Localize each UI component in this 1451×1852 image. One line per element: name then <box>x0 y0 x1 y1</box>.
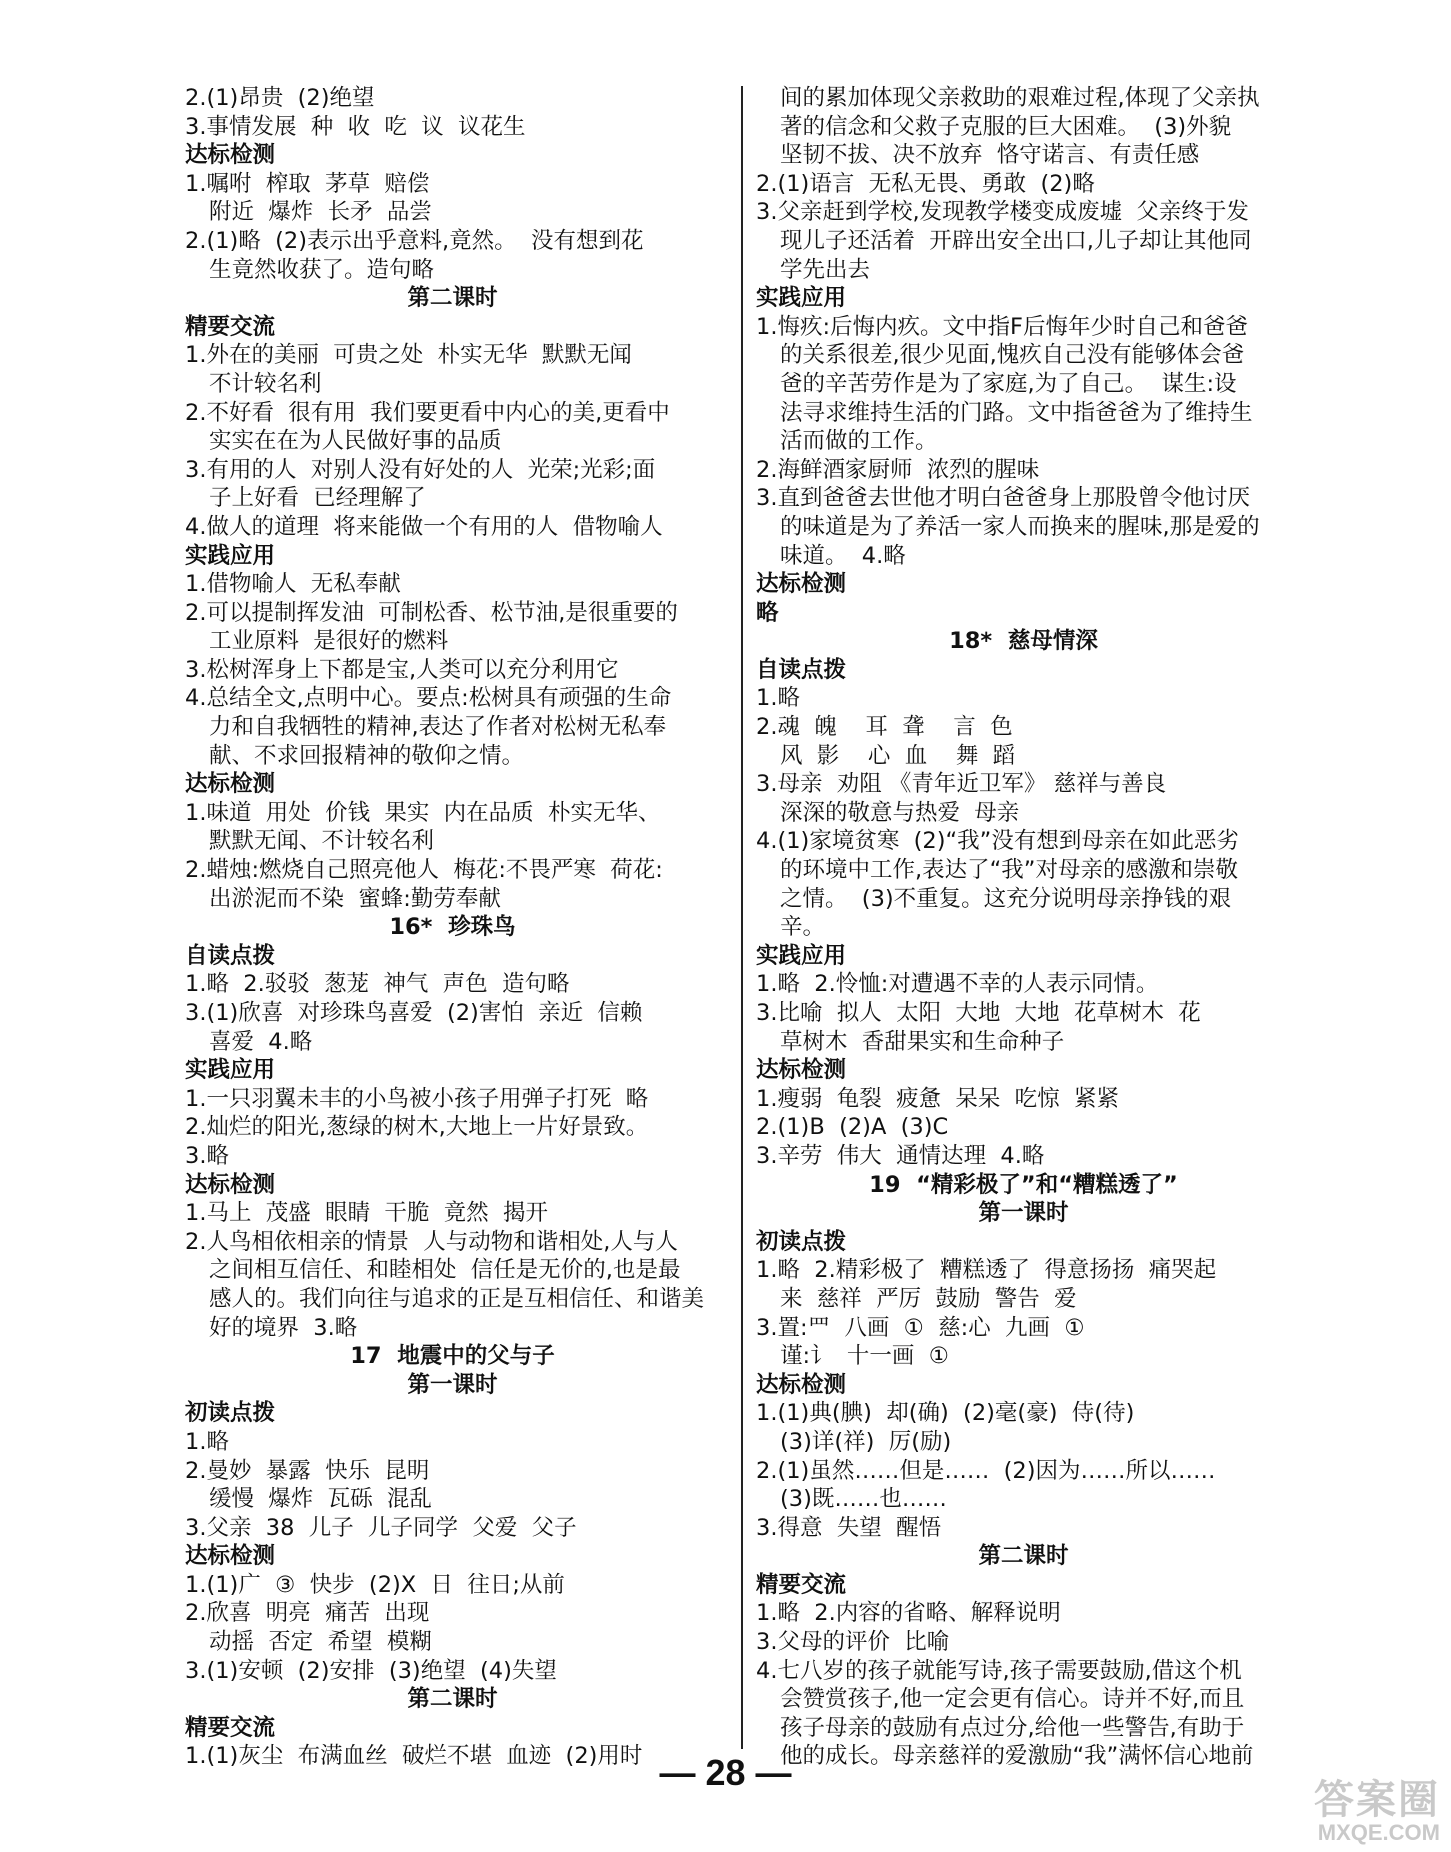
section-heading: 精要交流 <box>185 313 276 340</box>
answer-line: 3.父亲赶到学校,发现教学楼变成废墟 父亲终于发 <box>756 199 1249 226</box>
answer-line-continued: 坚韧不拔、决不放弃 恪守诺言、有责任感 <box>780 142 1200 169</box>
answer-line: 3.直到爸爸去世他才明白爸爸身上那股曾令他讨厌 <box>756 485 1250 512</box>
answer-line-continued: 活而做的工作。 <box>780 428 938 455</box>
answer-line: 3.辛劳 伟大 通情达理 4.略 <box>756 1142 1045 1169</box>
answer-line: 1.略 <box>185 1428 229 1455</box>
answer-line: 1.一只羽翼未丰的小鸟被小孩子用弹子打死 略 <box>185 1085 649 1112</box>
answer-line-continued: 深深的敬意与热爱 母亲 <box>780 799 1020 826</box>
section-heading: 实践应用 <box>756 942 847 969</box>
answer-line: 1.略 <box>756 685 800 712</box>
answer-line-continued: 喜爱 4.略 <box>209 1028 313 1055</box>
answer-line: 3.父母的评价 比喻 <box>756 1629 950 1656</box>
section-heading: 初读点拨 <box>185 1400 276 1427</box>
answer-line: 4.做人的道理 将来能做一个有用的人 借物喻人 <box>185 513 663 540</box>
answer-line: 1.略 2.怜恤:对遭遇不幸的人表示同情。 <box>756 971 1159 998</box>
answer-line: 2.海鲜酒家厨师 浓烈的腥味 <box>756 456 1040 483</box>
page-number: — 28 — <box>659 1752 792 1793</box>
section-heading: 达标检测 <box>756 1371 847 1398</box>
section-heading: 精要交流 <box>756 1571 847 1598</box>
section-heading: 实践应用 <box>185 542 276 569</box>
section-heading: 达标检测 <box>185 1171 276 1198</box>
section-heading: 自读点拨 <box>185 942 276 969</box>
answer-line-continued: 出淤泥而不染 蜜蜂:勤劳奉献 <box>209 885 501 912</box>
answer-line: 4.七八岁的孩子就能写诗,孩子需要鼓励,借这个机 <box>756 1657 1242 1684</box>
answer-line: 3.有用的人 对别人没有好处的人 光荣;光彩;面 <box>185 456 656 483</box>
answer-line: 3.得意 失望 醒悟 <box>756 1514 942 1541</box>
answer-line: 2.曼妙 暴露 快乐 昆明 <box>185 1457 430 1484</box>
section-heading: 达标检测 <box>756 1057 847 1084</box>
answer-line-continued: 来 慈祥 严厉 鼓励 警告 爱 <box>780 1285 1077 1312</box>
lesson-title: 第二课时 <box>407 285 498 312</box>
answer-line: 2.可以提制挥发油 可制松香、松节油,是很重要的 <box>185 599 678 626</box>
lesson-title: 18* 慈母情深 <box>949 628 1098 655</box>
answer-line-continued: 著的信念和父救子克服的巨大困难。 (3)外貌 <box>780 113 1232 140</box>
answer-line-continued: 之情。 (3)不重复。这充分说明母亲挣钱的艰 <box>780 885 1232 912</box>
answer-line: 2.人鸟相依相亲的情景 人与动物和谐相处,人与人 <box>185 1228 678 1255</box>
answer-line: 3.略 <box>185 1142 229 1169</box>
answer-line: 1.味道 用处 价钱 果实 内在品质 朴实无华、 <box>185 799 661 826</box>
answer-line: 2.蜡烛:燃烧自己照亮他人 梅花:不畏严寒 荷花: <box>185 857 663 884</box>
answer-line: 2.(1)B (2)A (3)C <box>756 1114 949 1141</box>
answer-line-continued: 的味道是为了养活一家人而换来的腥味,那是爱的 <box>780 513 1260 540</box>
section-heading: 精要交流 <box>185 1714 276 1741</box>
answer-line: 1.外在的美丽 可贵之处 朴实无华 默默无闻 <box>185 342 632 369</box>
answer-line-continued: 附近 爆炸 长矛 品尝 <box>209 199 432 226</box>
answer-line-continued: (3)详(祥) 厉(励) <box>780 1428 952 1455</box>
answer-line-continued: 动摇 否定 希望 模糊 <box>209 1629 432 1656</box>
lesson-title: 第二课时 <box>978 1543 1069 1570</box>
lesson-title: 16* 珍珠鸟 <box>389 914 516 941</box>
answer-line: 2.灿烂的阳光,葱绿的树木,大地上一片好景致。 <box>185 1114 649 1141</box>
section-heading: 自读点拨 <box>756 656 847 683</box>
answer-line: 3.松树浑身上下都是宝,人类可以充分利用它 <box>185 656 619 683</box>
lesson-title: 19 “精彩极了”和“糟糕透了” <box>869 1171 1178 1198</box>
answer-line-continued: (3)既……也…… <box>780 1486 947 1513</box>
answer-line-continued: 好的境界 3.略 <box>209 1314 358 1341</box>
watermark-url: MXQE.COM <box>1317 1820 1440 1845</box>
answer-line: 1.马上 茂盛 眼睛 干脆 竟然 揭开 <box>185 1200 548 1227</box>
lesson-title: 第一课时 <box>978 1200 1069 1227</box>
answer-line: 3.(1)安顿 (2)安排 (3)绝望 (4)失望 <box>185 1657 557 1684</box>
section-heading: 略 <box>756 599 779 626</box>
answer-line: 2.(1)昂贵 (2)绝望 <box>185 85 375 111</box>
answer-line-continued: 的环境中工作,表达了“我”对母亲的感激和崇敬 <box>780 857 1238 884</box>
answer-line: 3.比喻 拟人 太阳 大地 大地 花草树木 花 <box>756 1000 1201 1026</box>
answer-line: 4.(1)家境贫寒 (2)“我”没有想到母亲在如此恶劣 <box>756 828 1239 855</box>
answer-line: 3.母亲 劝阻 《青年近卫军》 慈祥与善良 <box>756 771 1167 798</box>
answer-line: 2.魂 魄 耳 聋 言 色 <box>756 714 1013 741</box>
answer-line-continued: 草树木 香甜果实和生命种子 <box>780 1028 1065 1055</box>
right-column <box>756 84 1291 1771</box>
section-heading: 实践应用 <box>185 1057 276 1084</box>
answer-line: 1.略 2.驳驳 葱茏 神气 声色 造句略 <box>185 971 570 998</box>
answer-line: 2.(1)语言 无私无畏、勇敢 (2)略 <box>756 170 1095 197</box>
watermark-logo: 答案圈 <box>1314 1778 1440 1822</box>
answer-line-continued: 爸的辛苦劳作是为了家庭,为了自己。 谋生:设 <box>780 370 1237 397</box>
answer-line: 2.(1)略 (2)表示出乎意料,竟然。 没有想到花 <box>185 227 644 254</box>
answer-line-continued: 孩子母亲的鼓励有点过分,给他一些警告,有助于 <box>780 1714 1245 1741</box>
lesson-title: 17 地震中的父与子 <box>350 1343 555 1370</box>
section-heading: 达标检测 <box>756 571 847 598</box>
column-divider <box>741 86 743 1749</box>
answer-line-continued: 感人的。我们向往与追求的正是互相信任、和谐美 <box>209 1285 705 1312</box>
section-heading: 实践应用 <box>756 285 847 312</box>
answer-line-continued: 谨:讠 十一画 ① <box>780 1343 949 1370</box>
answer-line-continued: 默默无闻、不计较名利 <box>209 828 435 855</box>
section-heading: 达标检测 <box>185 1543 276 1570</box>
answer-line-continued: 风 影 心 血 舞 蹈 <box>780 742 1016 769</box>
answer-line-continued: 力和自我牺牲的精神,表达了作者对松树无私奉 <box>209 714 667 741</box>
answer-line: 1.借物喻人 无私奉献 <box>185 571 401 598</box>
lesson-title: 第一课时 <box>407 1371 498 1398</box>
left-column <box>185 84 720 1771</box>
answer-line-continued: 间的累加体现父亲救助的艰难过程,体现了父亲执 <box>780 85 1260 111</box>
answer-line: 1.(1)典(腆) 却(确) (2)毫(豪) 侍(待) <box>756 1400 1135 1427</box>
answer-line-continued: 的关系很差,很少见面,愧疚自己没有能够体会爸 <box>780 342 1245 369</box>
answer-line: 4.总结全文,点明中心。要点:松树具有顽强的生命 <box>185 685 672 712</box>
answer-line-continued: 辛。 <box>780 914 826 941</box>
answer-line: 1.嘱咐 榨取 茅草 赔偿 <box>185 170 430 197</box>
answer-line-continued: 学先出去 <box>780 256 871 283</box>
answer-line: 3.置:罒 八画 ① 慈:心 九画 ① <box>756 1314 1085 1341</box>
section-heading: 达标检测 <box>185 771 276 798</box>
answer-line: 1.(1)广 ③ 快步 (2)X 日 往日;从前 <box>185 1571 565 1598</box>
answer-line-continued: 之间相互信任、和睦相处 信任是无价的,也是最 <box>209 1257 681 1284</box>
answer-line: 3.(1)欣喜 对珍珠鸟喜爱 (2)害怕 亲近 信赖 <box>185 1000 643 1026</box>
watermark <box>1250 1778 1440 1844</box>
answer-line-continued: 现儿子还活着 开辟出安全出口,儿子却让其他同 <box>780 227 1252 254</box>
lesson-title: 第二课时 <box>407 1686 498 1713</box>
answer-line: 1.略 2.内容的省略、解释说明 <box>756 1600 1061 1627</box>
answer-line: 1.瘦弱 龟裂 疲惫 呆呆 吃惊 紧紧 <box>756 1085 1119 1112</box>
answer-line-continued: 生竟然收获了。造句略 <box>209 256 435 283</box>
answer-line-continued: 子上好看 已经理解了 <box>209 485 426 512</box>
answer-line: 1.(1)灰尘 布满血丝 破烂不堪 血迹 (2)用时 <box>185 1743 643 1770</box>
answer-line-continued: 缓慢 爆炸 瓦砾 混乱 <box>209 1486 432 1513</box>
answer-line: 1.略 2.精彩极了 糟糕透了 得意扬扬 痛哭起 <box>756 1257 1217 1284</box>
answer-line-continued: 献、不求回报精神的敬仰之情。 <box>209 742 525 769</box>
answer-line-continued: 法寻求维持生活的门路。文中指爸爸为了维持生 <box>780 399 1253 426</box>
section-heading: 达标检测 <box>185 142 276 169</box>
answer-line-continued: 会赞赏孩子,他一定会更有信心。诗并不好,而且 <box>780 1686 1245 1713</box>
answer-line-continued: 不计较名利 <box>209 370 322 397</box>
answer-line-continued: 工业原料 是很好的燃料 <box>209 628 449 655</box>
section-heading: 初读点拨 <box>756 1228 847 1255</box>
answer-line: 2.欣喜 明亮 痛苦 出现 <box>185 1600 430 1627</box>
answer-line: 2.不好看 很有用 我们要更看中内心的美,更看中 <box>185 399 670 426</box>
answer-line-continued: 他的成长。母亲慈祥的爱激励“我”满怀信心地前 <box>780 1743 1254 1770</box>
answer-line-continued: 实实在在为人民做好事的品质 <box>209 428 502 455</box>
answer-line: 1.悔疚:后悔内疚。文中指F后悔年少时自己和爸爸 <box>756 313 1248 340</box>
answer-line: 3.事情发展 种 收 吃 议 议花生 <box>185 113 526 140</box>
answer-line-continued: 味道。 4.略 <box>780 542 906 569</box>
answer-line: 2.(1)虽然……但是…… (2)因为……所以…… <box>756 1457 1216 1484</box>
answer-line: 3.父亲 38 儿子 儿子同学 父爱 父子 <box>185 1514 577 1541</box>
